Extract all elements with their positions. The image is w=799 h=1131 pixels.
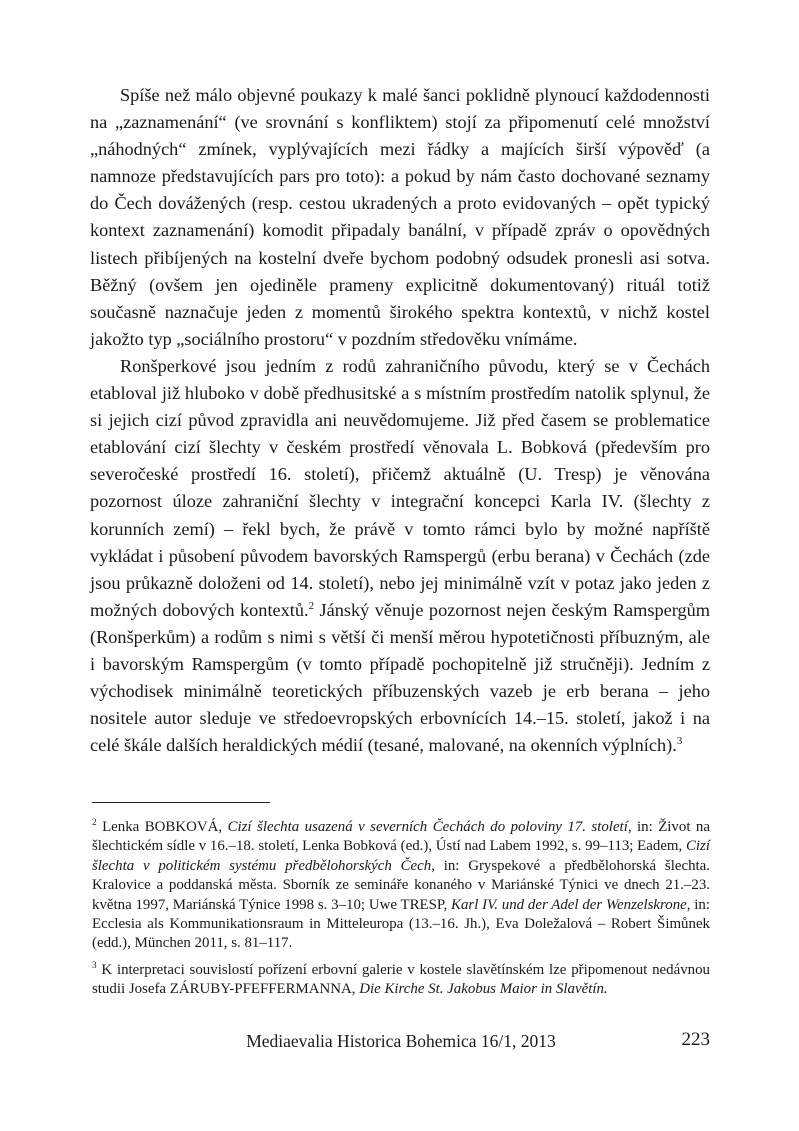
footnote-2-text: Lenka BOBKOVÁ, (96, 819, 228, 835)
footnote-2-title-3: Karl IV. und der Adel der Wenzelskrone (451, 896, 687, 913)
footnotes (92, 818, 710, 1007)
page-number: 223 (681, 1029, 710, 1050)
footnote-separator (92, 802, 270, 803)
footnote-3-number: 3 (92, 959, 97, 970)
footnote-3-text: K interpretaci souvislostí pořízení erbovní galerie v kostele slavětínském lze připomenout nedávnou studii Josefa ZÁRUBY-PFEFFERMANNA, (92, 961, 710, 998)
running-footer-journal: Mediaevalia Historica Bohemica 16/1, 2013 (246, 1031, 556, 1051)
main-text (90, 82, 710, 759)
footnote-2-text: , in: Život na šlechtickém sídle v 16.–18. století, Lenka Bobková (ed.), Ústí nad Labem 1992, s. 99–113; Eadem, (92, 819, 710, 855)
footnote-2-title-2: Cizí šlechta v politickém systému předbělohorských Čech (92, 838, 710, 874)
footnote-2-text: , in: Ecclesia als Kommunikationsraum in Mitteleuropa (13.–16. Jh.), Eva Doležalová – Robert Šimůnek (edd.), München 2011, s. 81–117. (92, 896, 710, 952)
footnote-3 (92, 961, 710, 1000)
footnote-2-text: , in: Gryspekové a předbělohorská šlechta. Kralovice a poddanská města. Sborník ze semináře konaného v Mariánské Týnici ve dnech 21.–23. května 1997, Mariánská Týnice 1998 s. 3–10; Uwe TRESP, (92, 857, 710, 913)
footnote-ref-2[interactable]: 2 (308, 599, 315, 612)
paragraph-1: Spíše než málo objevné poukazy k malé šanci poklidně plynoucí každodennosti na „zaznamenání“ (ve srovnání s konfliktem) stojí za připomenutí celé množství „náhodných“ zmínek, vyplývajících mezi řádky a majících širší výpověď (a namnoze představujících pars pro toto): a pokud by nám často dochované seznamy do Čech dovážených (resp. cestou ukradených a proto evidovaných – opět typický kontext zaznamenání) komodit připadaly banální, v případě zpráv o opovědných listech přibíjených na kostelní dveře bychom podobný odsudek pronesli asi sotva. Běžný (ovšem jen ojediněle prameny explicitně dokumentovaný) rituál totiž současně naznačuje jeden z momentů širokého spektra kontextů, v nichž kostel jakožto typ „sociálního prostoru“ v pozdním středověku vnímáme. (90, 85, 710, 349)
paragraph-2-part-b: Jánský věnuje pozornost nejen českým Ramspergům (Ronšperkům) a rodům s nimi s větší či menší měrou hypotetičnosti příbuzným, ale i bavorským Ramspergům (v tomto případě pochopitelně již stručněji). Jedním z východisek minimálně teoretických příbuzenských vazeb je erb berana – jeho nositele autor sleduje ve středoevropských erbovnících 14.–15. století, jakož i na celé škále dalších heraldických médií (tesané, malované, na okenních výplních). (90, 599, 710, 756)
footnote-3-title: Die Kirche St. Jakobus Maior in Slavětín. (359, 981, 608, 998)
paragraph-2 (90, 353, 710, 759)
footnote-ref-3[interactable]: 3 (676, 735, 683, 748)
footnote-2-title-1: Cizí šlechta usazená v severních Čechách do poloviny 17. století (227, 819, 628, 835)
paragraph-2-part-a: Ronšperkové jsou jedním z rodů zahraničního původu, který se v Čechách etabloval již hluboko v době předhusitské a s místním prostředím natolik splynul, že si jejich cizí původ zpravidla ani neuvědomujeme. Již před časem se problematice etablování cizí šlechty v českém prostředí věnovala L. Bobková (především pro severočeské prostředí 16. století), přičemž aktuálně (U. Tresp) je věnována pozornost úloze zahraniční šlechty v integrační koncepci Karla IV. (šlechty z korunních zemí) – řekl bych, že právě v tomto rámci bylo by možné napříště vykládat i působení původem bavorských Ramspergů (erbu berana) v Čechách (zde jsou průkazně doloženi od 14. století), nebo jej minimálně vzít v potaz jako jeden z možných dobových kontextů. (90, 355, 710, 620)
footnote-2-number: 2 (92, 817, 97, 828)
footnote-2 (92, 818, 710, 954)
